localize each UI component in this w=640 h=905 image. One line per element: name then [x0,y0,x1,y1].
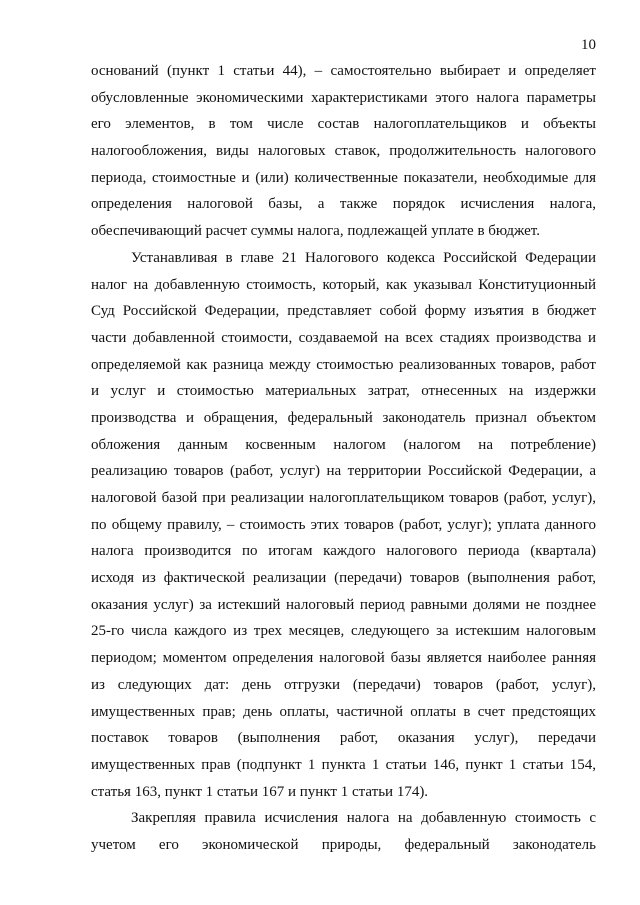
text-line: реализацию товаров (работ, услуг) на территории Российской Федерации, а [91,463,596,480]
text-line: налога производится по итогам каждого налогового периода (квартала) [91,543,596,560]
text-line: налог на добавленную стоимость, который, как указывал Конституционный [91,276,596,293]
text-line: его элементов, в том числе состав налогоплательщиков и объекты [91,116,596,133]
text-line: определяемой как разница между стоимостью реализованных товаров, работ [91,356,596,373]
text-line: периодом; моментом определения налоговой базы является наиболее ранняя [91,650,596,667]
text-line: периода, стоимостные и (или) количественные показатели, необходимые для [91,169,596,186]
text-line: учетом его экономической природы, федеральный законодатель [91,836,596,853]
text-line: оснований (пункт 1 статьи 44), – самостоятельно выбирает и определяет [91,63,596,79]
text-line: поставок товаров (выполнения работ, оказания услуг), передачи [91,730,596,747]
text-line: обусловленные экономическими характеристиками этого налога параметры [91,89,596,106]
text-line: Суд Российской Федерации, представляет собой форму изъятия в бюджет [91,303,596,320]
text-line: имущественных прав (подпункт 1 пункта 1 статьи 146, пункт 1 статьи 154, [91,756,596,773]
text-line: части добавленной стоимости, создаваемой на всех стадиях производства и [91,329,596,346]
text-line: 25-го числа каждого из трех месяцев, следующего за истекшим налоговым [91,623,596,640]
text-line: по общему правилу, – стоимость этих товаров (работ, услуг); уплата данного [91,516,596,533]
text-line: исходя из фактической реализации (передачи) товаров (выполнения работ, [91,570,596,587]
text-line: определения налоговой базы, а также порядок исчисления налога, [91,196,596,213]
text-line: Закрепляя правила исчисления налога на добавленную стоимость с [131,810,596,827]
text-line: имущественных прав; день оплаты, частичной оплаты в счет предстоящих [91,703,596,720]
text-line: и услуг и стоимостью материальных затрат, отнесенных на издержки [91,383,596,400]
text-line: статья 163, пункт 1 статьи 167 и пункт 1 статьи 174). [91,783,429,800]
text-line: обложения данным косвенным налогом (налогом на потребление) [91,436,596,453]
text-line: из следующих дат: день отгрузки (передачи) товаров (работ, услуг), [91,676,596,693]
text-line: оказания услуг) за истекший налоговый период равными долями не позднее [91,596,596,613]
text-line: обеспечивающий расчет суммы налога, подлежащей уплате в бюджет. [91,223,540,240]
text-line: Устанавливая в главе 21 Налогового кодекса Российской Федерации [131,249,596,266]
page-number: 10 [581,37,596,53]
document-body [91,58,596,859]
text-line: налогообложения, виды налоговых ставок, продолжительность налогового [91,143,596,160]
text-line: налоговой базой при реализации налогоплательщиком товаров (работ, услуг), [91,490,596,506]
text-line: производства и обращения, федеральный законодатель признал объектом [91,409,596,426]
